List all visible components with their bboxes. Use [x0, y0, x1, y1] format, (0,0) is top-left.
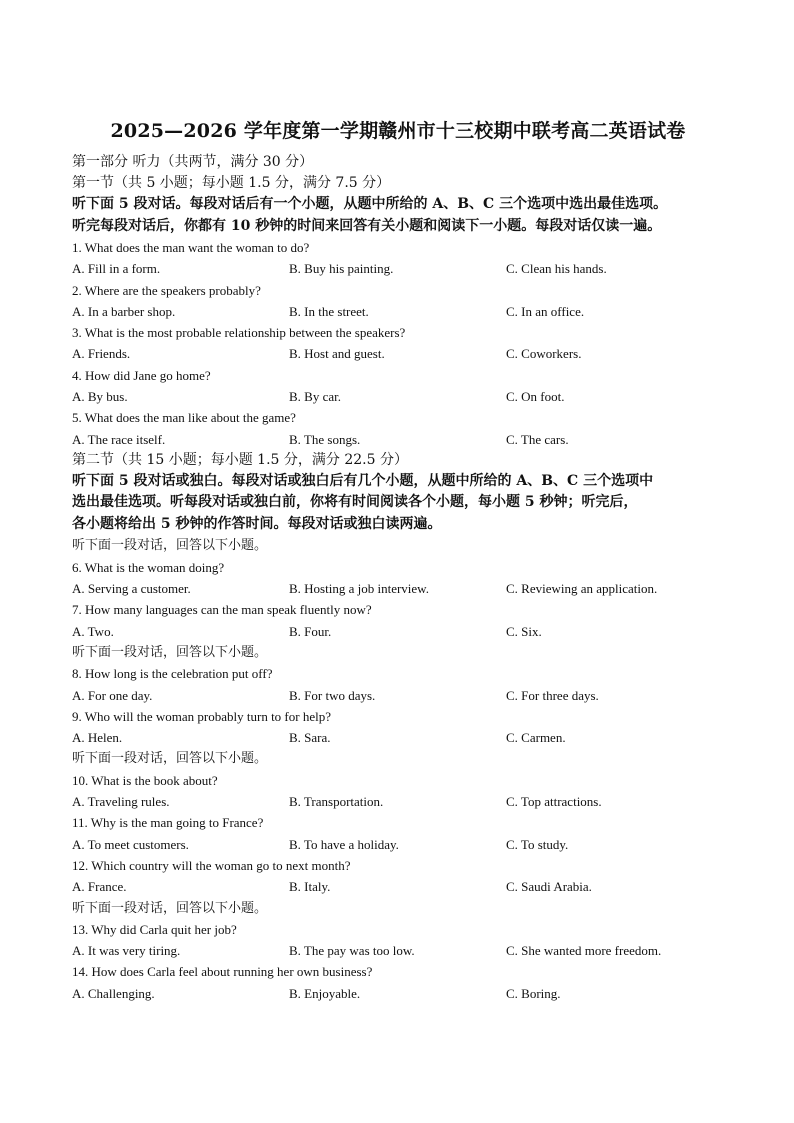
question-9: 9. Who will the woman probably turn to for help?	[72, 708, 331, 724]
section2-heading: 第二节（共 15 小题；每小题 1.5 分，满分 22.5 分）	[72, 451, 408, 468]
option-b: B. Enjoyable.	[289, 985, 361, 1001]
question-12: 12. Which country will the woman go to next month?	[72, 857, 351, 873]
option-a: A. By bus.	[72, 389, 128, 405]
dialog-note: 听下面一段对话，回答以下小题。	[72, 751, 268, 767]
option-c: C. Top attractions.	[506, 794, 602, 810]
option-c: C. Saudi Arabia.	[506, 879, 592, 895]
exam-title: 2025—2026 学年度第一学期赣州市十三校期中联考高二英语试卷	[110, 120, 686, 142]
option-b: B. Hosting a job interview.	[289, 581, 429, 597]
options-12	[72, 876, 724, 897]
option-a: A. Challenging.	[72, 985, 155, 1001]
option-c: C. To study.	[506, 836, 569, 852]
options-6	[72, 578, 724, 599]
option-b: B. To have a holiday.	[289, 836, 399, 852]
option-c: C. In an office.	[506, 303, 585, 319]
option-b: B. Italy.	[289, 879, 331, 895]
section1-instruction-line: 听下面 5 段对话。每段对话后有一个小题，从题中所给的 A、B、C 三个选项中选出最佳选项。	[72, 196, 668, 212]
option-b: B. In the street.	[289, 303, 369, 319]
question-1: 1. What does the man want the woman to do?	[72, 240, 310, 255]
section2-instruction-line: 听下面 5 段对话或独白。每段对话或独白后有几个小题，从题中所给的 A、B、C 三个选项中	[72, 472, 654, 489]
question-10: 10. What is the book about?	[72, 772, 218, 788]
option-a: A. To meet customers.	[72, 836, 189, 852]
option-a: A. Traveling rules.	[72, 794, 170, 810]
options-4	[72, 386, 724, 407]
question-2: 2. Where are the speakers probably?	[72, 282, 261, 298]
question-3: 3. What is the most probable relationship between the speakers?	[72, 325, 406, 341]
option-b: B. Host and guest.	[289, 346, 385, 362]
option-c: C. She wanted more freedom.	[506, 943, 662, 959]
option-b: B. Sara.	[289, 730, 331, 746]
section1-instruction-line: 听完每段对话后，你都有 10 秒钟的时间来回答有关小题和阅读下一小题。每段对话仅读一遍。	[72, 217, 662, 234]
option-c: C. On foot.	[506, 389, 565, 405]
dialog-note: 听下面一段对话，回答以下小题。	[72, 538, 268, 554]
exam-page	[72, 118, 724, 1004]
options-9	[72, 727, 724, 748]
section2-instruction-line: 各小题将给出 5 秒钟的作答时间。每段对话或独白读两遍。	[72, 515, 442, 532]
options-7	[72, 621, 724, 642]
options-3	[72, 343, 724, 364]
option-c: C. Carmen.	[506, 730, 566, 746]
section2-instruction-line: 选出最佳选项。听每段对话或独白前，你将有时间阅读各个小题，每小题 5 秒钟；听完后，	[72, 494, 638, 511]
option-c: C. For three days.	[506, 687, 599, 703]
option-c: C. Six.	[506, 623, 542, 639]
options-5	[72, 429, 724, 450]
question-14: 14. How does Carla feel about running her own business?	[72, 964, 373, 980]
option-b: B. The pay was too low.	[289, 943, 415, 959]
options-8	[72, 685, 724, 706]
question-5: 5. What does the man like about the game?	[72, 410, 296, 426]
question-7: 7. How many languages can the man speak fluently now?	[72, 602, 372, 618]
option-b: B. Transportation.	[289, 794, 384, 810]
option-c: C. Reviewing an application.	[506, 581, 658, 597]
option-a: A. In a barber shop.	[72, 303, 176, 319]
option-c: C. Boring.	[506, 985, 561, 1001]
question-11: 11. Why is the man going to France?	[72, 815, 264, 831]
option-c: C. Coworkers.	[506, 346, 582, 362]
options-10	[72, 791, 724, 812]
options-2	[72, 301, 724, 322]
option-b: B. For two days.	[289, 687, 376, 703]
section1-heading: 第一节（共 5 小题；每小题 1.5 分，满分 7.5 分）	[72, 175, 391, 191]
option-b: B. Four.	[289, 623, 332, 639]
question-8: 8. How long is the celebration put off?	[72, 666, 273, 682]
option-a: A. Helen.	[72, 730, 123, 746]
option-a: A. France.	[72, 879, 127, 895]
option-a: A. The race itself.	[72, 431, 166, 447]
option-c: C. The cars.	[506, 431, 569, 447]
question-6: 6. What is the woman doing?	[72, 559, 225, 575]
options-13	[72, 940, 724, 961]
option-c: C. Clean his hands.	[506, 261, 607, 277]
option-b: B. By car.	[289, 389, 341, 405]
option-b: B. Buy his painting.	[289, 261, 394, 277]
option-b: B. The songs.	[289, 431, 361, 447]
option-a: A. Two.	[72, 623, 114, 639]
option-a: A. It was very tiring.	[72, 943, 181, 959]
question-4: 4. How did Jane go home?	[72, 367, 211, 383]
option-a: A. Friends.	[72, 346, 131, 362]
options-1	[72, 258, 724, 279]
options-11	[72, 834, 724, 855]
options-14	[72, 983, 724, 1004]
option-a: A. For one day.	[72, 687, 153, 703]
option-a: A. Fill in a form.	[72, 261, 161, 277]
part1-heading: 第一部分 听力（共两节，满分 30 分）	[72, 154, 314, 170]
dialog-note: 听下面一段对话，回答以下小题。	[72, 900, 268, 916]
dialog-note: 听下面一段对话，回答以下小题。	[72, 644, 268, 660]
question-13: 13. Why did Carla quit her job?	[72, 921, 237, 937]
option-a: A. Serving a customer.	[72, 581, 191, 597]
